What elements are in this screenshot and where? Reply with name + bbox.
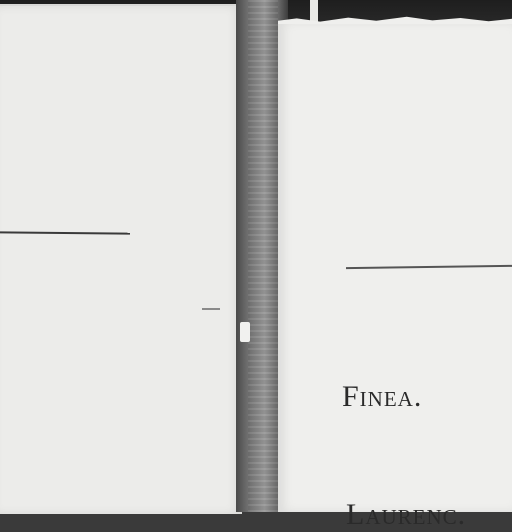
- gutter-paper-tab: [240, 322, 250, 342]
- gutter-texture: [248, 0, 278, 512]
- character-name-laurenc: Laurenc.: [346, 498, 467, 531]
- right-page-rule: [346, 265, 512, 269]
- left-page-mark: [202, 308, 220, 310]
- right-page: [278, 22, 512, 531]
- left-page-rule: [0, 231, 130, 234]
- character-name-finea: Finea.: [342, 380, 423, 413]
- left-page: [0, 4, 242, 514]
